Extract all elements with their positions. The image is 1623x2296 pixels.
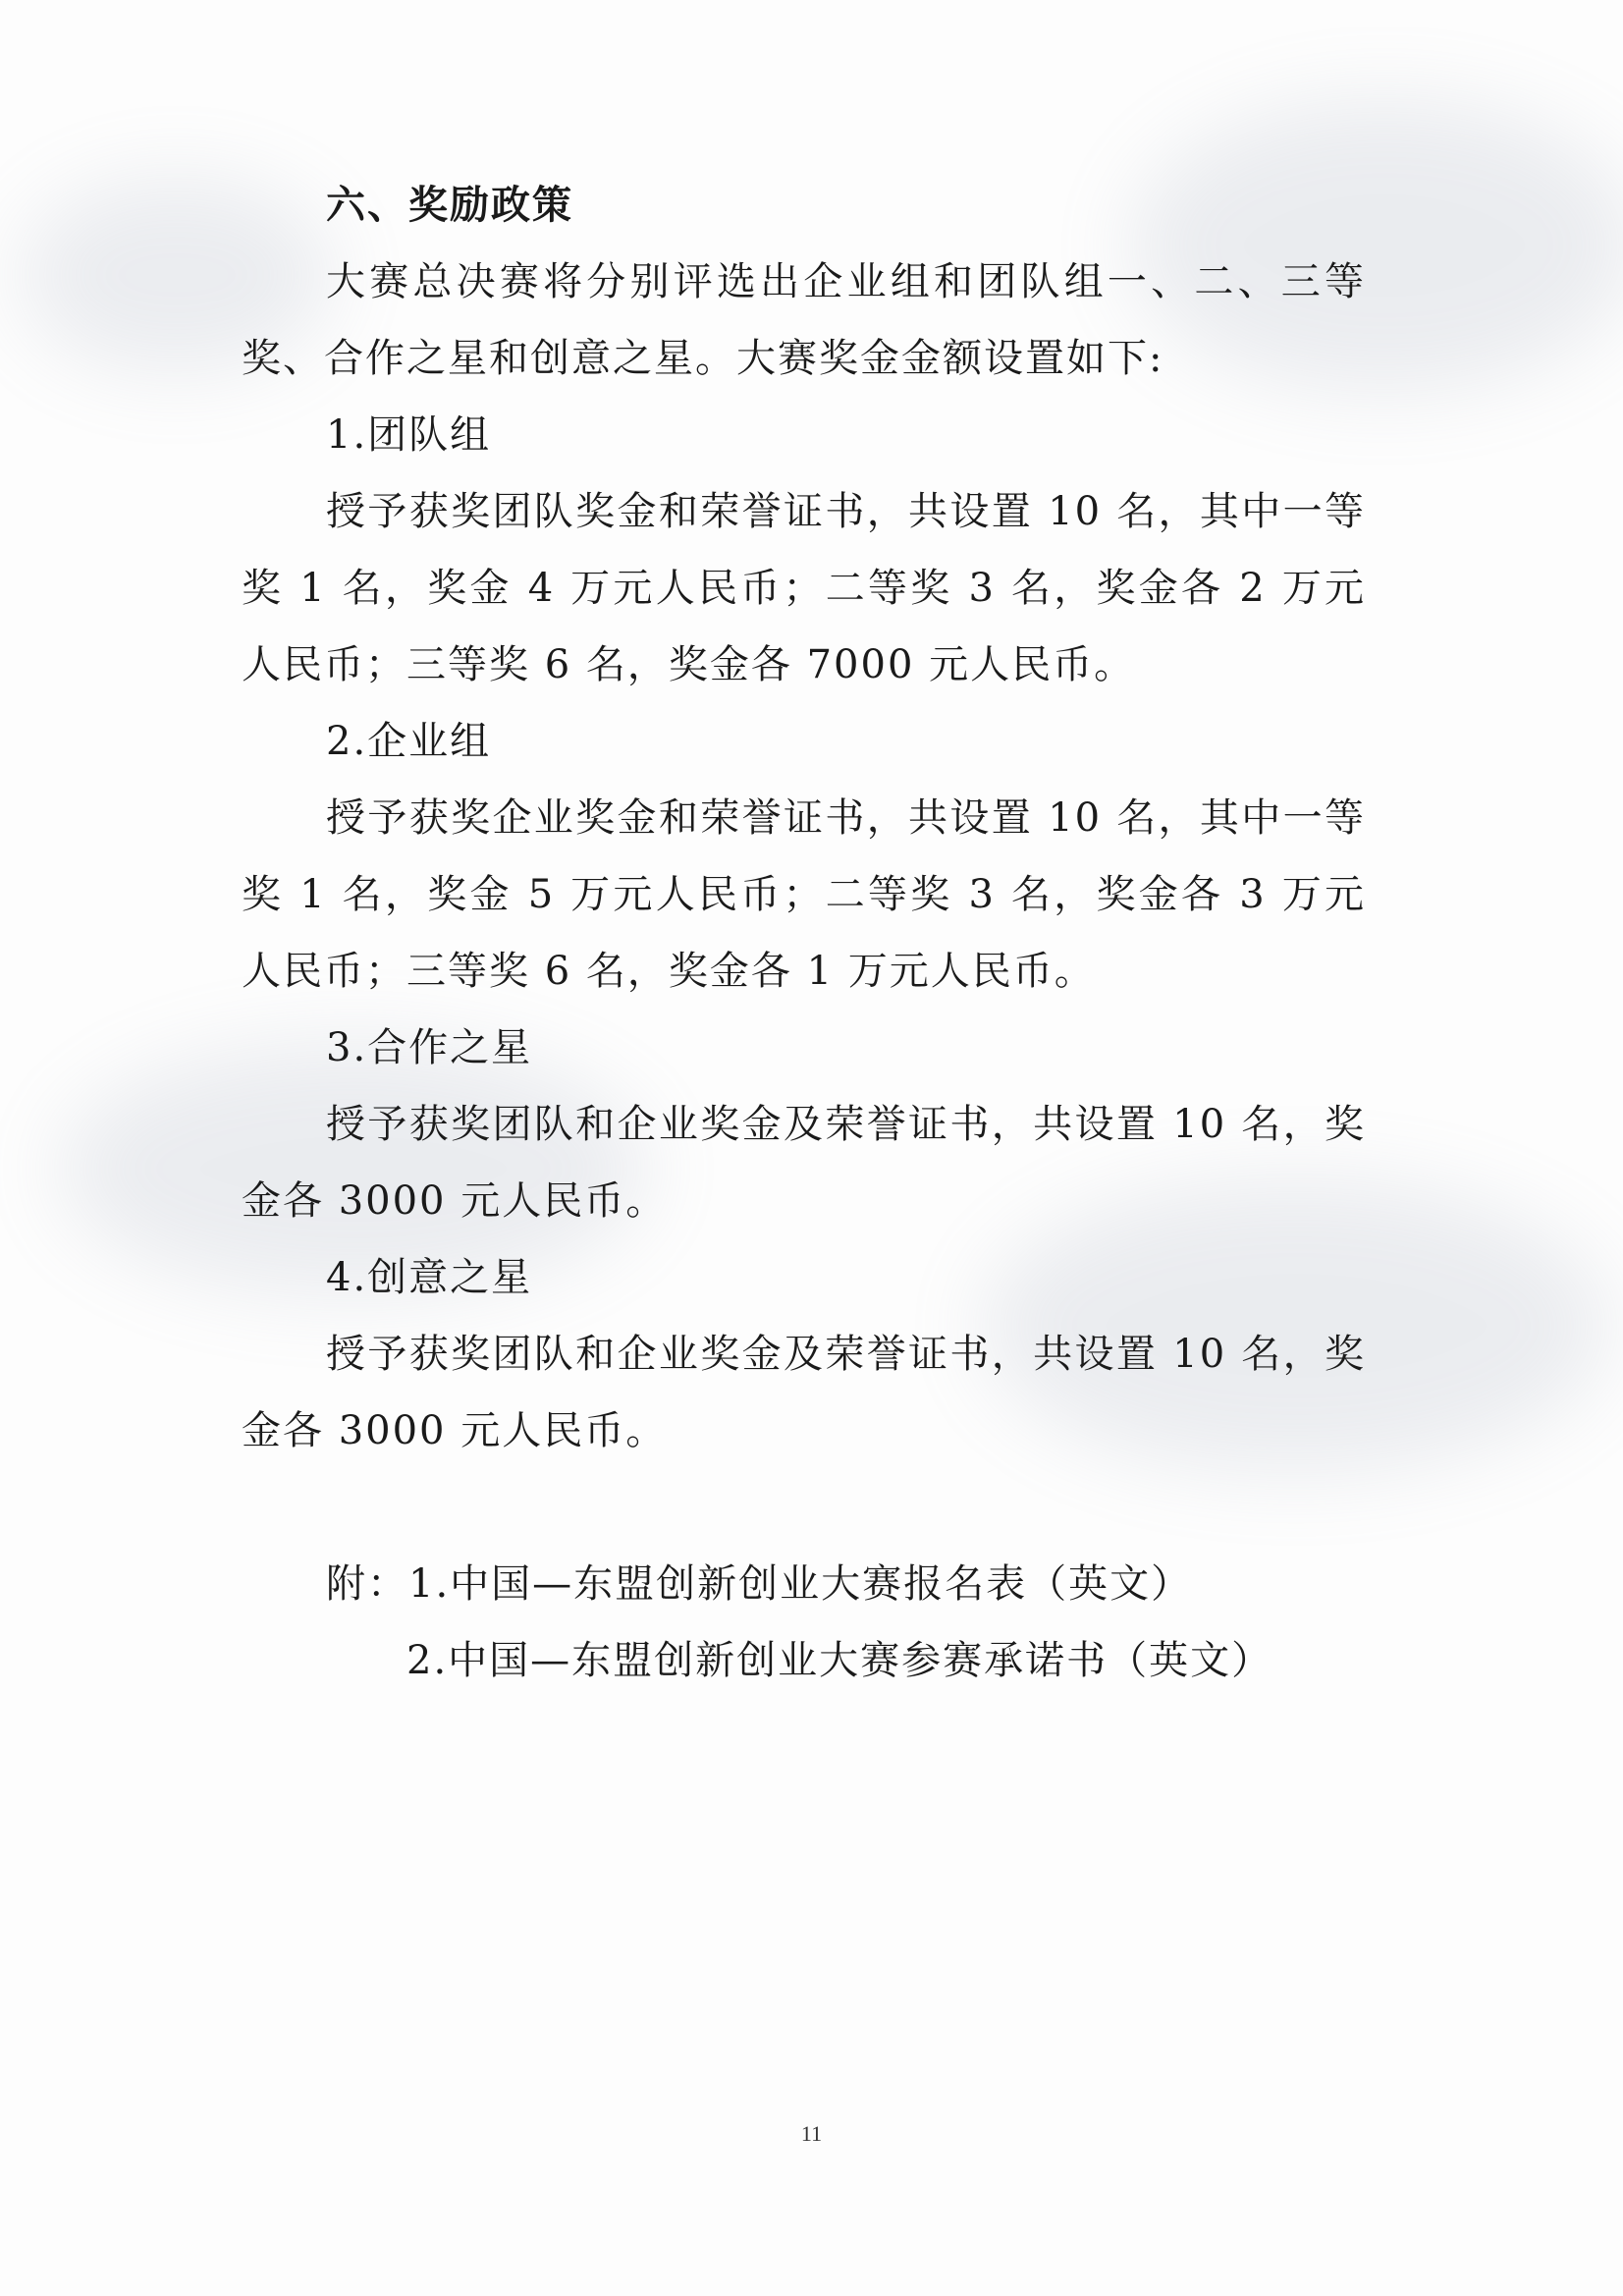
section-heading: 六、奖励政策 <box>326 183 573 228</box>
document-body <box>242 167 1366 1699</box>
intro-paragraph: 大赛总决赛将分别评选出企业组和团队组一、二、三等奖、合作之星和创意之星。大赛奖金金额设置如下: <box>242 259 1366 381</box>
section-body-creativity-star: 授予获奖团队和企业奖金及荣誉证书，共设置 10 名，奖金各 3000 元人民币。 <box>242 1332 1366 1453</box>
section-body-team: 授予获奖团队奖金和荣誉证书，共设置 10 名，其中一等奖 1 名，奖金 4 万元人民币；二等奖 3 名，奖金各 2 万元人民币；三等奖 6 名，奖金各 7000 元人民币。 <box>242 489 1366 687</box>
page-number: 11 <box>800 2121 823 2146</box>
attachment-line-1: 附：1.中国—东盟创新创业大赛报名表（英文） <box>326 1561 1193 1607</box>
section-title-cooperation-star: 3.合作之星 <box>326 1025 533 1070</box>
section-title-creativity-star: 4.创意之星 <box>326 1255 533 1300</box>
attachment-line-2: 2.中国—东盟创新创业大赛参赛承诺书（英文） <box>406 1638 1273 1683</box>
section-title-enterprise: 2.企业组 <box>326 719 492 764</box>
section-body-cooperation-star: 授予获奖团队和企业奖金及荣誉证书，共设置 10 名，奖金各 3000 元人民币。 <box>242 1102 1366 1224</box>
section-body-enterprise: 授予获奖企业奖金和荣誉证书，共设置 10 名，其中一等奖 1 名，奖金 5 万元人民币；二等奖 3 名，奖金各 3 万元人民币；三等奖 6 名，奖金各 1 万元人民币。 <box>242 795 1366 994</box>
section-title-team: 1.团队组 <box>326 412 492 458</box>
